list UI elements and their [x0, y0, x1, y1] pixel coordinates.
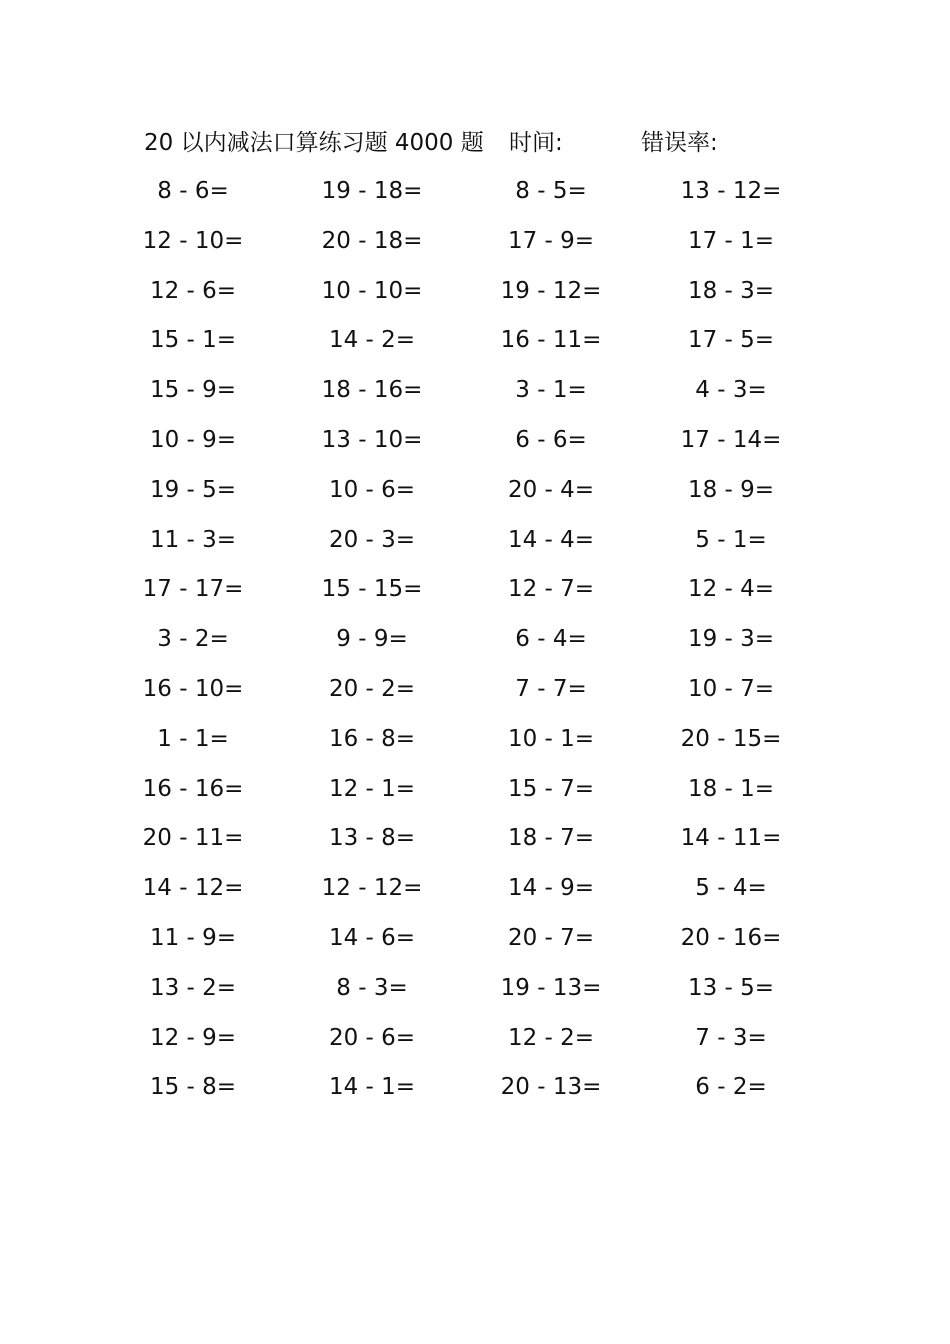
problem-item: 11 - 3=: [149, 526, 237, 553]
problem-item: 18 - 7=: [507, 825, 595, 852]
problem-row: [0, 572, 950, 622]
problem-item: 18 - 3=: [687, 277, 775, 304]
problem-item: 12 - 12=: [321, 875, 423, 902]
problem-row: [0, 373, 950, 423]
problem-item: 19 - 18=: [321, 178, 423, 204]
problem-item: 4 - 3=: [695, 377, 767, 404]
problem-item: 16 - 16=: [142, 775, 244, 802]
problem-item: 6 - 2=: [695, 1074, 767, 1101]
problem-row: [0, 622, 950, 672]
problem-row: [0, 323, 950, 373]
problem-item: 8 - 3=: [336, 974, 408, 1001]
problem-item: 17 - 17=: [142, 576, 244, 603]
problem-item: 3 - 2=: [157, 626, 229, 653]
problem-item: 10 - 6=: [328, 476, 416, 503]
problem-item: 15 - 1=: [149, 327, 237, 354]
problem-item: 16 - 8=: [328, 725, 416, 752]
problem-item: 12 - 9=: [149, 1024, 237, 1051]
problem-item: 10 - 1=: [507, 725, 595, 752]
problem-item: 12 - 7=: [507, 576, 595, 603]
problem-item: 16 - 11=: [500, 327, 602, 354]
problem-item: 15 - 7=: [507, 775, 595, 802]
problem-row: [0, 423, 950, 473]
problem-item: 3 - 1=: [515, 377, 587, 404]
problem-item: 10 - 10=: [321, 277, 423, 304]
problem-row: [0, 672, 950, 722]
problem-item: 14 - 9=: [507, 875, 595, 902]
problem-item: 5 - 1=: [695, 526, 767, 553]
problem-item: 15 - 9=: [149, 377, 237, 404]
problem-item: 17 - 5=: [687, 327, 775, 354]
problem-row: [0, 523, 950, 573]
problem-row: [0, 174, 950, 224]
problem-item: 10 - 9=: [149, 426, 237, 453]
problem-item: 14 - 1=: [328, 1074, 416, 1101]
problem-item: 20 - 4=: [507, 476, 595, 503]
worksheet-title: 20 以内减法口算练习题 4000 题: [144, 130, 484, 156]
problem-item: 8 - 5=: [515, 178, 587, 204]
problem-item: 19 - 13=: [500, 974, 602, 1001]
problem-item: 18 - 9=: [687, 476, 775, 503]
problem-item: 14 - 12=: [142, 875, 244, 902]
problem-item: 11 - 9=: [149, 924, 237, 951]
problem-item: 20 - 16=: [680, 924, 782, 951]
problem-item: 6 - 6=: [515, 426, 587, 453]
problem-item: 15 - 8=: [149, 1074, 237, 1101]
problem-item: 13 - 12=: [680, 178, 782, 204]
problem-item: 17 - 1=: [687, 227, 775, 254]
problem-item: 14 - 4=: [507, 526, 595, 553]
problem-item: 20 - 7=: [507, 924, 595, 951]
problem-row: [0, 224, 950, 274]
problem-item: 18 - 1=: [687, 775, 775, 802]
worksheet-header: [144, 127, 844, 159]
problem-row: [0, 274, 950, 324]
problem-item: 19 - 5=: [149, 476, 237, 503]
problem-item: 13 - 8=: [328, 825, 416, 852]
problem-row: [0, 921, 950, 971]
problem-item: 16 - 10=: [142, 675, 244, 702]
problem-item: 13 - 2=: [149, 974, 237, 1001]
problem-item: 20 - 11=: [142, 825, 244, 852]
problem-row: [0, 1070, 950, 1120]
problem-item: 12 - 4=: [687, 576, 775, 603]
problem-item: 14 - 2=: [328, 327, 416, 354]
problem-item: 20 - 13=: [500, 1074, 602, 1101]
error-rate-label: 错误率:: [641, 130, 718, 156]
problem-item: 19 - 12=: [500, 277, 602, 304]
problem-row: [0, 971, 950, 1021]
problem-item: 5 - 4=: [695, 875, 767, 902]
problem-item: 17 - 9=: [507, 227, 595, 254]
problem-item: 1 - 1=: [157, 725, 229, 752]
problem-item: 8 - 6=: [157, 178, 229, 204]
problem-item: 20 - 18=: [321, 227, 423, 254]
problem-item: 7 - 3=: [695, 1024, 767, 1051]
problem-item: 13 - 10=: [321, 426, 423, 453]
problem-row: [0, 772, 950, 822]
problem-item: 12 - 2=: [507, 1024, 595, 1051]
problem-row: [0, 821, 950, 871]
problem-item: 20 - 6=: [328, 1024, 416, 1051]
problem-item: 19 - 3=: [687, 626, 775, 653]
problem-item: 20 - 3=: [328, 526, 416, 553]
problem-row: [0, 871, 950, 921]
problem-item: 6 - 4=: [515, 626, 587, 653]
problem-row: [0, 1021, 950, 1071]
problem-item: 17 - 14=: [680, 426, 782, 453]
problem-row: [0, 473, 950, 523]
problem-item: 20 - 15=: [680, 725, 782, 752]
problem-item: 14 - 6=: [328, 924, 416, 951]
time-label: 时间:: [509, 130, 563, 156]
problem-item: 13 - 5=: [687, 974, 775, 1001]
problem-item: 9 - 9=: [336, 626, 408, 653]
problem-item: 20 - 2=: [328, 675, 416, 702]
problem-item: 14 - 11=: [680, 825, 782, 852]
problem-item: 12 - 6=: [149, 277, 237, 304]
problem-item: 12 - 1=: [328, 775, 416, 802]
problem-item: 7 - 7=: [515, 675, 587, 702]
problem-item: 10 - 7=: [687, 675, 775, 702]
problem-item: 18 - 16=: [321, 377, 423, 404]
problem-item: 15 - 15=: [321, 576, 423, 603]
problem-grid: [0, 174, 950, 1120]
problem-row: [0, 722, 950, 772]
problem-item: 12 - 10=: [142, 227, 244, 254]
